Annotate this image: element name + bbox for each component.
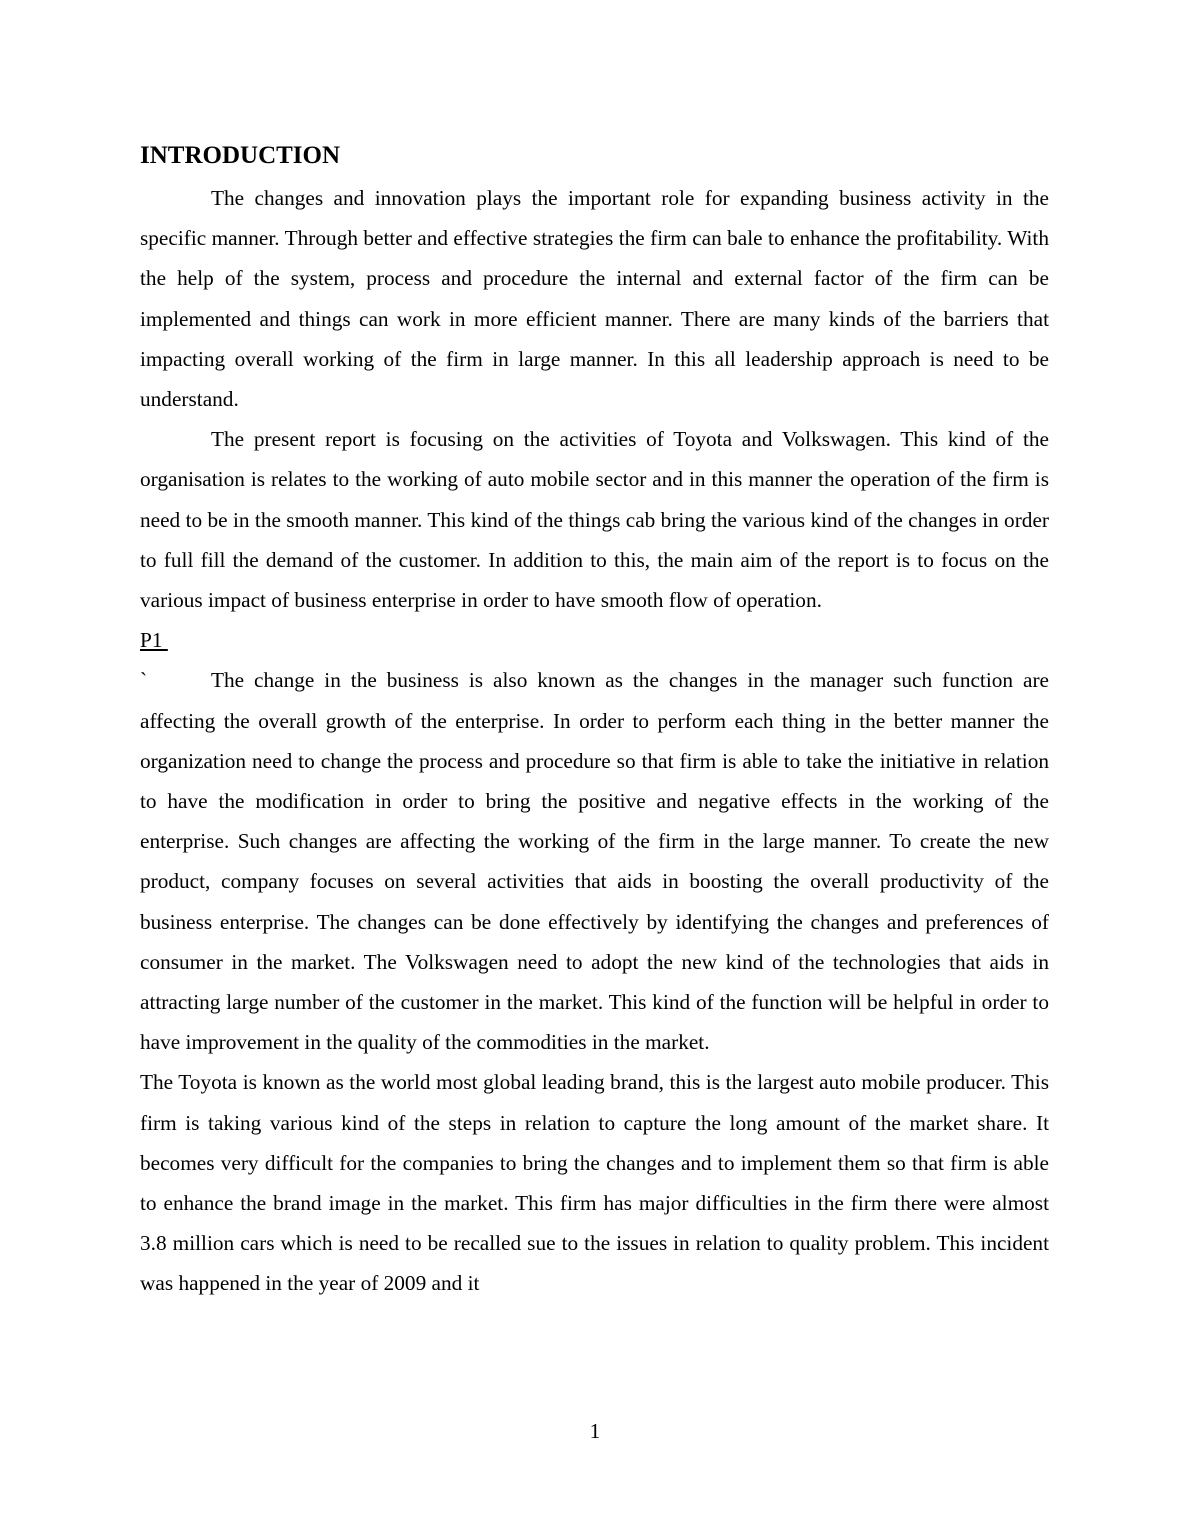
toyota-paragraph: The Toyota is known as the world most global leading brand, this is the largest auto mobile producer. This firm is taking various kind of the steps in relation to capture the long amount of the market share. It becomes very difficult for the companies to bring the changes and to implement them so that firm is able to enhance the brand image in the market. This firm has major difficulties in the firm there were almost 3.8 million cars which is need to be recalled sue to the issues in relation to quality problem. This incident was happened in the year of 2009 and it <box>140 1070 1049 1296</box>
page-content <box>140 137 1049 1304</box>
intro-paragraph-1: The changes and innovation plays the important role for expanding business activity in the specific manner. Through better and effective strategies the firm can bale to enhance the profitability. With the help of the system, process and procedure the internal and external factor of the firm can be implemented and things can work in more efficient manner. There are many kinds of the barriers that impacting overall working of the firm in large manner. In this all leadership approach is need to be understand. <box>140 186 1049 412</box>
intro-paragraph-2: The present report is focusing on the activities of Toyota and Volkswagen. This kind of the organisation is relates to the working of auto mobile sector and in this manner the operation of the firm is need to be in the smooth manner. This kind of the things cab bring the various kind of the changes in order to full fill the demand of the customer. In addition to this, the main aim of the report is to focus on the various impact of business enterprise in order to have smooth flow of operation. <box>140 427 1049 613</box>
p1-paragraph-block <box>140 660 1049 1062</box>
p1-paragraph: The change in the business is also known as the changes in the manager such function are affecting the overall growth of the enterprise. In order to perform each thing in the better manner the organization need to change the process and procedure so that firm is able to take the initiative in relation to have the modification in order to bring the positive and negative effects in the working of the enterprise. Such changes are affecting the working of the firm in the large manner. To create the new product, company focuses on several activities that aids in boosting the overall productivity of the business enterprise. The changes can be done effectively by identifying the changes and preferences of consumer in the market. The Volkswagen need to adopt the new kind of the technologies that aids in attracting large number of the customer in the market. This kind of the function will be helpful in order to have improvement in the quality of the commodities in the market. <box>140 668 1049 1055</box>
page-number: 1 <box>589 1419 601 1443</box>
stray-backtick-mark: ` <box>140 668 148 693</box>
section-label-text: P1 <box>140 628 168 653</box>
section-heading: INTRODUCTION <box>140 142 341 169</box>
section-label-p1 <box>140 620 1049 660</box>
